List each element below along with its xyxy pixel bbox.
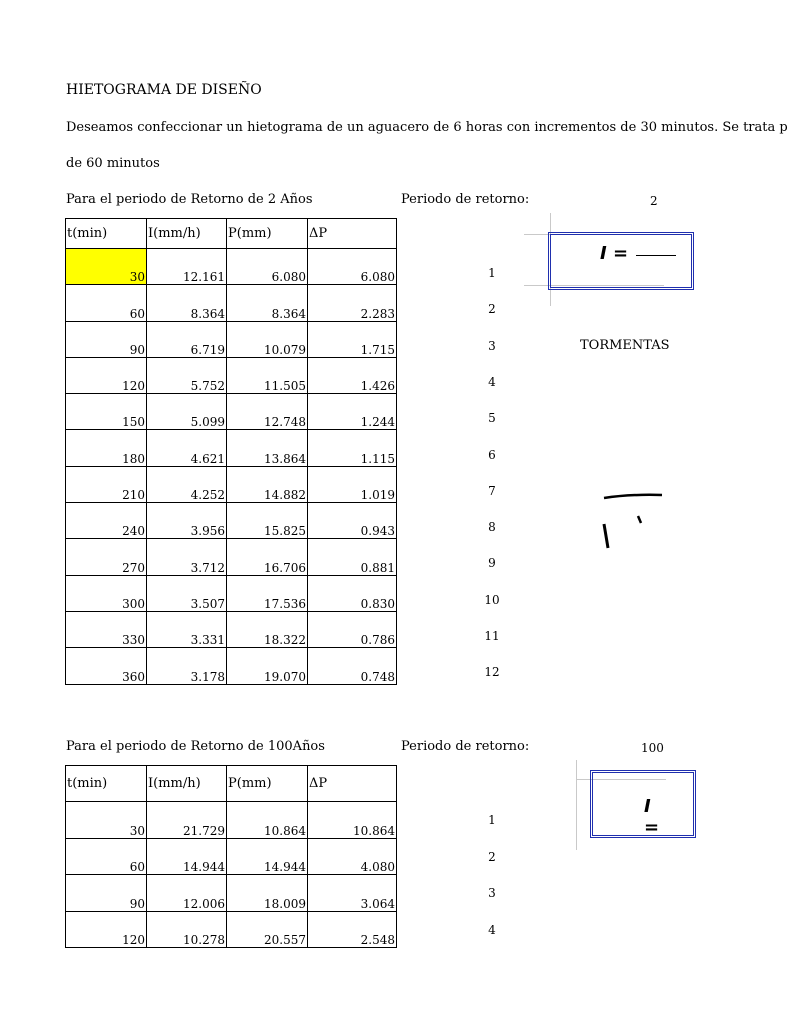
cell-p: 11.505 (227, 357, 308, 393)
cell-i: 12.161 (147, 249, 227, 285)
cell-p: 10.079 (227, 321, 308, 357)
row-index: 7 (488, 483, 496, 498)
page-title: HIETOGRAMA DE DISEÑO (66, 82, 262, 98)
row-index: 4 (488, 922, 496, 937)
row-index: 6 (488, 447, 496, 462)
cell-p: 6.080 (227, 249, 308, 285)
tormentas-label: TORMENTAS (580, 338, 670, 353)
table-row (66, 357, 397, 393)
section1-return-value: 2 (650, 194, 658, 208)
cell-dp: 6.080 (308, 249, 397, 285)
table-row (66, 875, 397, 912)
cell-p: 17.536 (227, 575, 308, 611)
formula-i-symbol: I = (644, 796, 660, 838)
cell-i: 4.621 (147, 430, 227, 466)
cell-p: 18.322 (227, 611, 308, 647)
table-row (66, 249, 397, 285)
cell-p: 14.944 (227, 838, 308, 875)
header-t: t(min) (66, 766, 147, 802)
data-table-100yr (65, 765, 397, 948)
cell-i: 5.752 (147, 357, 227, 393)
section2-return-value: 100 (641, 741, 664, 755)
cell-t: 330 (66, 611, 147, 647)
row-index: 5 (488, 411, 496, 426)
cell-t: 90 (66, 321, 147, 357)
cell-i: 6.719 (147, 321, 227, 357)
cell-dp: 4.080 (308, 838, 397, 875)
row-index: 11 (484, 629, 500, 643)
formula-i-symbol: I = (600, 243, 629, 264)
cell-p: 10.864 (227, 802, 308, 839)
row-index: 10 (484, 592, 500, 607)
cell-dp: 1.715 (308, 321, 397, 357)
cell-i: 3.712 (147, 539, 227, 575)
row-index: 9 (488, 556, 496, 571)
header-dp: ΔP (308, 766, 397, 802)
cell-t: 360 (66, 648, 147, 684)
header-i: I(mm/h) (147, 219, 227, 249)
section2-heading: Para el periodo de Retorno de 100Años (66, 739, 325, 754)
cell-i: 3.178 (147, 648, 227, 684)
row-index: 2 (488, 849, 496, 864)
cell-dp: 0.830 (308, 575, 397, 611)
cell-p: 13.864 (227, 430, 308, 466)
cell-p: 16.706 (227, 539, 308, 575)
cell-i: 3.956 (147, 503, 227, 539)
cell-dp: 0.881 (308, 539, 397, 575)
cell-t: 120 (66, 911, 147, 948)
cell-i: 12.006 (147, 875, 227, 912)
row-index: 3 (488, 338, 496, 353)
table-row (66, 611, 397, 647)
cell-t: 300 (66, 575, 147, 611)
table-row (66, 503, 397, 539)
table-header-row (66, 766, 397, 802)
cell-i: 14.944 (147, 838, 227, 875)
cell-t: 240 (66, 503, 147, 539)
table-row (66, 911, 397, 948)
cell-t: 60 (66, 838, 147, 875)
section1-return-label: Periodo de retorno: (401, 192, 530, 207)
cell-t: 30 (66, 802, 147, 839)
cell-i: 10.278 (147, 911, 227, 948)
cell-p: 15.825 (227, 503, 308, 539)
cell-dp: 1.244 (308, 394, 397, 430)
cell-p: 12.748 (227, 394, 308, 430)
cell-t: 210 (66, 466, 147, 502)
cell-t: 90 (66, 875, 147, 912)
data-table-2yr (65, 218, 397, 685)
cell-t: 30 (66, 249, 147, 285)
cell-dp: 2.548 (308, 911, 397, 948)
cell-t: 270 (66, 539, 147, 575)
cell-i: 8.364 (147, 285, 227, 321)
cell-dp: 0.748 (308, 648, 397, 684)
formula-image-2 (576, 760, 666, 850)
cell-dp: 1.426 (308, 357, 397, 393)
table-row (66, 321, 397, 357)
handwritten-mark (596, 490, 666, 550)
table-row (66, 394, 397, 430)
formula-image-1 (524, 213, 664, 306)
cell-dp: 2.283 (308, 285, 397, 321)
cell-p: 8.364 (227, 285, 308, 321)
row-index: 4 (488, 374, 496, 389)
cell-p: 14.882 (227, 466, 308, 502)
cell-t: 180 (66, 430, 147, 466)
cell-dp: 10.864 (308, 802, 397, 839)
table-row (66, 575, 397, 611)
cell-t: 150 (66, 394, 147, 430)
row-index: 12 (484, 665, 500, 680)
row-index: 2 (488, 302, 496, 317)
section1-heading: Para el periodo de Retorno de 2 Años (66, 192, 313, 207)
table-row (66, 466, 397, 502)
cell-dp: 0.786 (308, 611, 397, 647)
table-row (66, 838, 397, 875)
cell-dp: 0.943 (308, 503, 397, 539)
table-row (66, 802, 397, 839)
cell-i: 4.252 (147, 466, 227, 502)
table-row (66, 285, 397, 321)
row-index: 8 (488, 520, 496, 535)
section2-return-label: Periodo de retorno: (401, 739, 530, 754)
cell-i: 5.099 (147, 394, 227, 430)
table-row (66, 539, 397, 575)
header-t: t(min) (66, 219, 147, 249)
header-p: P(mm) (227, 219, 308, 249)
cell-i: 3.331 (147, 611, 227, 647)
cell-dp: 1.115 (308, 430, 397, 466)
intro-line-1: Deseamos confeccionar un hietograma de un aguacero de 6 horas con incrementos de 30 minutos. Se trata p (66, 120, 788, 135)
cell-i: 21.729 (147, 802, 227, 839)
cell-dp: 3.064 (308, 875, 397, 912)
cell-p: 20.557 (227, 911, 308, 948)
cell-t: 60 (66, 285, 147, 321)
table-row (66, 430, 397, 466)
cell-dp: 1.019 (308, 466, 397, 502)
cell-p: 18.009 (227, 875, 308, 912)
cell-i: 3.507 (147, 575, 227, 611)
row-index: 1 (488, 813, 496, 827)
cell-p: 19.070 (227, 648, 308, 684)
row-index: 1 (488, 266, 496, 280)
intro-line-2: de 60 minutos (66, 156, 160, 171)
row-index: 3 (488, 886, 496, 901)
header-dp: ΔP (308, 219, 397, 249)
header-i: I(mm/h) (147, 766, 227, 802)
table-row (66, 648, 397, 684)
header-p: P(mm) (227, 766, 308, 802)
table-header-row (66, 219, 397, 249)
cell-t: 120 (66, 357, 147, 393)
